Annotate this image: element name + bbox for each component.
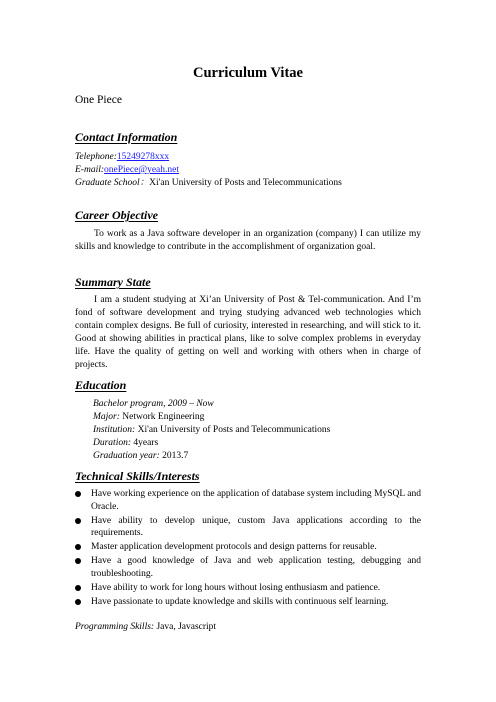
career-heading: Career Objective xyxy=(75,208,158,222)
summary-text: I am a student studying at Xi’an University of Post & Tel-communication. And I’m fond of software development and trying studying advanced web technologies which contain complex designs. Be full of curiosity, interested in researching, and will stick to it. Good at showing abilities in practical plans, like to solve complex problems in everyday life. Have the quality of getting on well and working with others when in charge of projects. xyxy=(75,295,421,371)
bullet-icon xyxy=(75,544,81,550)
career-text: To work as a Java software developer in an organization (company) I can utilize my skills and knowledge to contribute in the accomplishment of organization goal. xyxy=(75,229,421,253)
education-major xyxy=(93,411,204,424)
education-graduation xyxy=(93,450,188,463)
list-item xyxy=(75,582,421,595)
bullet-icon xyxy=(75,518,81,524)
summary-heading: Summary State xyxy=(75,275,151,289)
list-item xyxy=(75,488,421,513)
email-line xyxy=(75,164,179,177)
institution-value: Xi'an University of Posts and Telecommunications xyxy=(137,425,331,435)
telephone-line xyxy=(75,151,169,164)
programming-label: Programming Skills: xyxy=(75,622,155,632)
skills-list xyxy=(75,488,421,610)
institution-label: Institution: xyxy=(93,425,136,435)
telephone-link[interactable]: 15249278xxx xyxy=(116,152,170,162)
duration-value: 4years xyxy=(133,438,159,448)
skill-text: Have ability to work for long hours without losing enthusiasm and patience. xyxy=(91,582,381,593)
person-name: One Piece xyxy=(75,94,122,106)
skill-text: Have working experience on the application of database system including MySQL and Oracle. xyxy=(91,489,421,512)
major-value: Network Engineering xyxy=(122,412,205,422)
list-item xyxy=(75,515,421,540)
school-label: Graduate School： xyxy=(75,178,150,188)
bullet-icon xyxy=(75,491,81,497)
bullet-icon xyxy=(75,585,81,591)
list-item xyxy=(75,596,421,609)
skill-text: Have ability to develop unique, custom Java applications according to the requirements. xyxy=(91,515,421,539)
list-item xyxy=(75,541,421,554)
skill-text: Have a good knowledge of Java and web application testing, debugging and troubleshooting. xyxy=(91,556,421,579)
programming-skills xyxy=(75,621,216,634)
school-line xyxy=(75,177,342,190)
list-item xyxy=(75,555,421,580)
email-label: E-mail: xyxy=(75,165,105,175)
education-institution xyxy=(93,424,330,437)
skills-heading: Technical Skills/Interests xyxy=(75,469,200,483)
document-title: Curriculum Vitae xyxy=(193,65,303,81)
telephone-label: Telephone: xyxy=(75,152,117,162)
skill-text: Have passionate to update knowledge and skills with continuous self learning. xyxy=(91,596,389,607)
graduation-label: Graduation year: xyxy=(93,451,160,461)
bullet-icon xyxy=(75,599,81,605)
education-program: Bachelor program, 2009 – Now xyxy=(93,399,214,409)
major-label: Major: xyxy=(93,412,120,422)
education-heading: Education xyxy=(75,378,127,392)
bullet-icon xyxy=(75,558,81,564)
email-link[interactable]: onePiece@yeah.net xyxy=(104,165,179,175)
school-value: Xi'an University of Posts and Telecommunications xyxy=(149,178,342,188)
duration-label: Duration: xyxy=(93,438,131,448)
graduation-value: 2013.7 xyxy=(162,451,189,461)
programming-value: Java, Javascript xyxy=(156,622,217,632)
skill-text: Master application development protocols and design patterns for reusable. xyxy=(91,542,377,553)
education-duration xyxy=(93,437,158,450)
contact-heading: Contact Information xyxy=(75,130,178,144)
